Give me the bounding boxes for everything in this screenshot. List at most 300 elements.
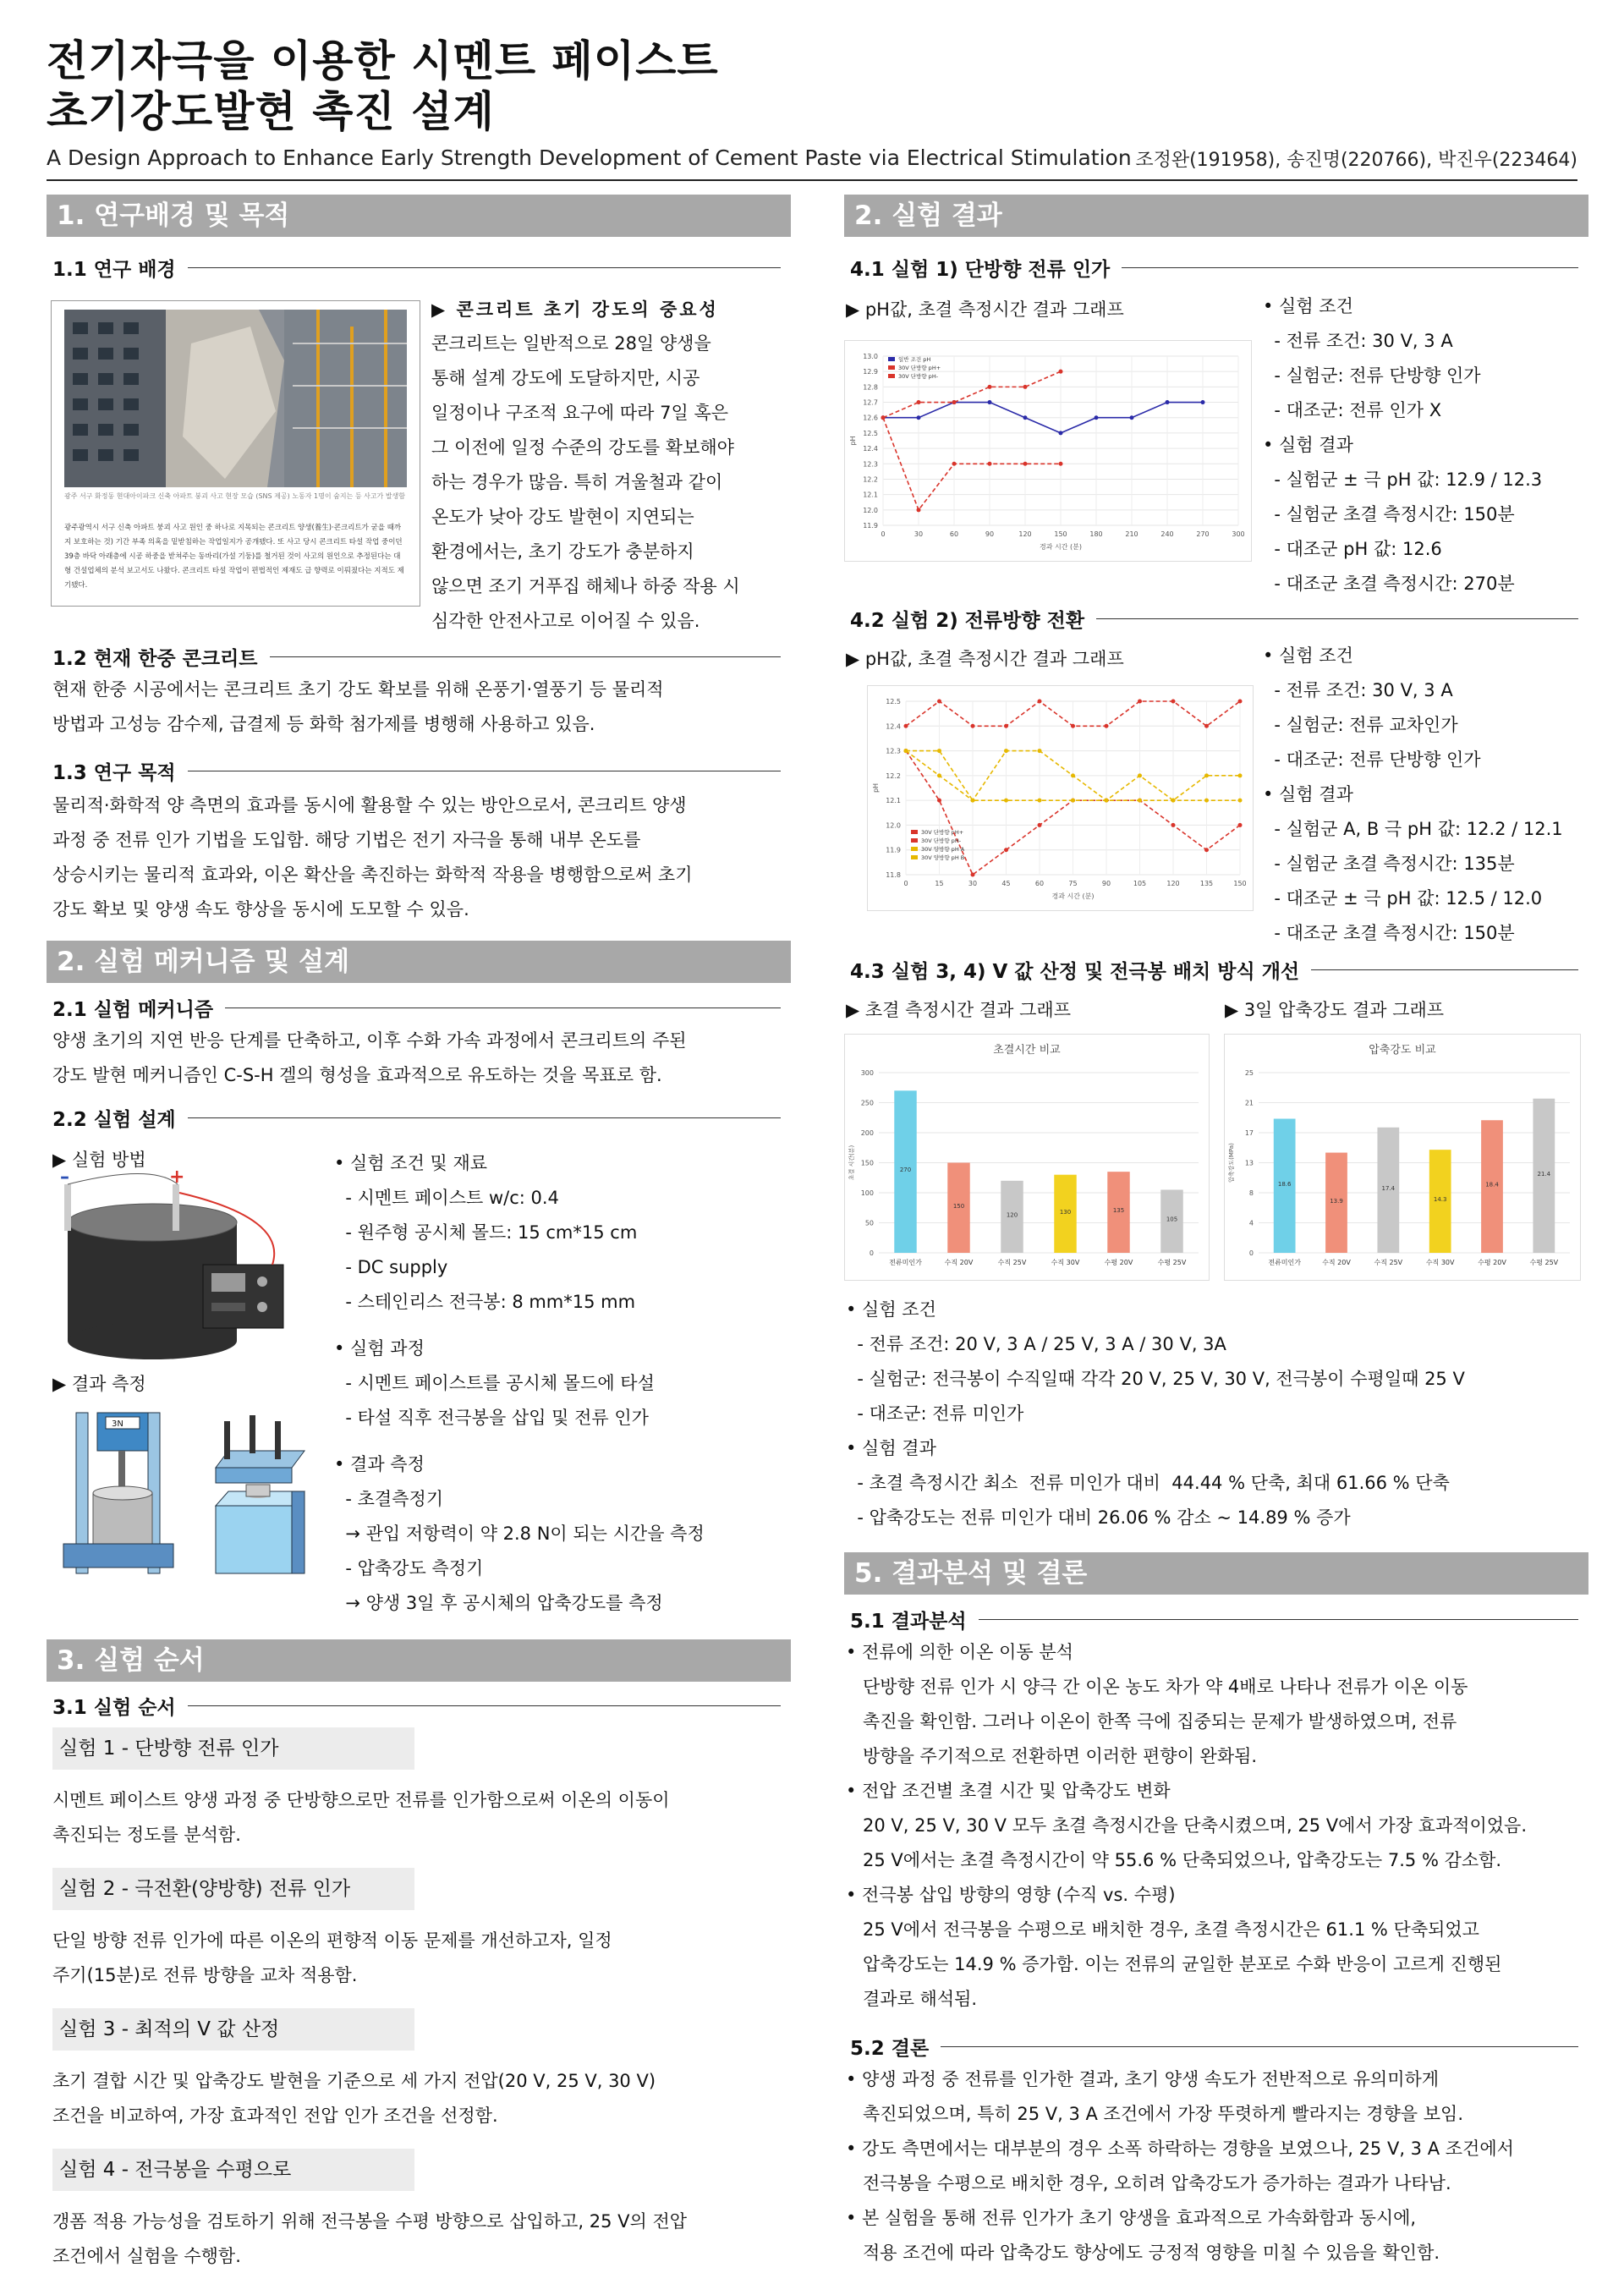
- y-tick-label: 12.9: [863, 368, 878, 376]
- data-point: [1023, 462, 1028, 466]
- y-tick-label: 200: [860, 1129, 874, 1137]
- subsection-3-1: [52, 1692, 781, 1720]
- bullet-line: - 전류 조건: 20 V, 3 A / 25 V, 3 A / 30 V, 3A: [846, 1334, 1226, 1354]
- data-point: [1171, 700, 1176, 704]
- data-point: [1038, 799, 1042, 803]
- x-tick-label: 수직 25V: [997, 1259, 1027, 1266]
- x-tick-label: 수직 30V: [1425, 1259, 1455, 1266]
- bullet-line: • 전압 조건별 초결 시간 및 압축강도 변화: [846, 1781, 1171, 1801]
- data-point: [1071, 724, 1075, 728]
- graph-label-4-3b: ▶ 3일 압축강도 결과 그래프: [1225, 1000, 1445, 1020]
- bullet-line: - DC supply: [334, 1257, 448, 1277]
- bullet-line: - 대조군: 전류 미인가: [846, 1403, 1024, 1424]
- results-4-3: [846, 1293, 1577, 1535]
- y-tick-label: 12.1: [886, 797, 901, 805]
- bullet-line: - 초결측정기: [334, 1489, 444, 1509]
- bullet-line: - 대조군 ± 극 pH 값: 12.5 / 12.0: [1263, 888, 1543, 909]
- subsection-1-1-title: 1.1 연구 배경: [52, 259, 176, 281]
- text-line: 강도 확보 및 양생 속도 향상을 동시에 도모할 수 있음.: [52, 899, 469, 920]
- text-line: 주기(15분)로 전류 방향을 교차 적용함.: [52, 1965, 358, 1985]
- bar-value-label: 135: [1112, 1207, 1125, 1215]
- bullet-line: • 전류에 의한 이온 이동 분석: [846, 1642, 1073, 1662]
- y-tick-label: 12.5: [863, 429, 878, 437]
- y-tick-label: 12.4: [863, 445, 878, 453]
- text-line: 양생 초기의 지연 반응 단계를 단축하고, 이후 수화 가속 과정에서 콘크리트의 주된: [52, 1030, 687, 1051]
- y-tick-label: 0: [869, 1249, 874, 1257]
- subsection-4-3-title: 4.3 실험 3, 4) V 값 산정 및 전극봉 배치 방식 개선: [850, 961, 1300, 983]
- collapse-photo: [64, 310, 407, 487]
- y-axis-label: 압축강도(MPa): [1228, 1143, 1235, 1183]
- poster-subtitle: A Design Approach to Enhance Early Strength Development of Cement Paste via Electrical Stimulation: [47, 145, 1132, 170]
- data-point: [917, 400, 921, 404]
- x-axis-label: 경과 시간 (분): [1051, 892, 1095, 900]
- x-tick-label: 전류미인가: [889, 1259, 922, 1266]
- data-point: [1238, 799, 1243, 803]
- data-point: [1059, 370, 1063, 374]
- data-point: [937, 749, 941, 753]
- bar-value-label: 18.6: [1277, 1180, 1292, 1188]
- data-point: [1138, 799, 1142, 803]
- subsection-5-2-title: 5.2 결론: [850, 2038, 930, 2060]
- legend-swatch: [911, 830, 918, 834]
- data-point: [917, 508, 921, 512]
- bullet-line: • 실험 결과: [1263, 784, 1353, 804]
- section-2-mechanism-bar: 2. 실험 메커니즘 및 설계: [47, 941, 791, 983]
- data-point: [1171, 823, 1176, 827]
- step-description: [52, 2204, 781, 2274]
- text-line: 그 이전에 일정 수준의 강도를 확보해야: [431, 437, 734, 458]
- electrode-right: [173, 1184, 179, 1231]
- y-tick-label: 12.8: [863, 383, 878, 392]
- subsection-2-1: [52, 994, 781, 1022]
- subsection-1-2: [52, 643, 781, 671]
- x-tick-label: 수평 20V: [1478, 1259, 1506, 1266]
- bullet-line: - 대조군 초결 측정시간: 270분: [1263, 574, 1515, 594]
- data-point: [1071, 773, 1075, 777]
- data-point: [1130, 415, 1134, 420]
- legend-swatch: [888, 365, 895, 370]
- bullet-line: - 실험군 초결 측정시간: 135분: [1263, 854, 1515, 874]
- subsection-2-1-text: [52, 1024, 781, 1093]
- legend-swatch: [888, 357, 895, 361]
- step-title: 실험 4 - 전극봉을 수평으로: [52, 2149, 414, 2191]
- legend-swatch: [911, 847, 918, 851]
- bullet-line: • 실험 조건: [1263, 296, 1353, 316]
- measure-label: ▶ 결과 측정: [52, 1374, 146, 1394]
- y-tick-label: 100: [860, 1189, 874, 1197]
- bar-value-label: 150: [952, 1202, 965, 1210]
- text-line: 조건을 비교하여, 가장 효과적인 전압 인가 조건을 선정함.: [52, 2106, 498, 2126]
- bullet-line: 25 V에서는 초결 측정시간이 약 55.6 % 단축되었으나, 압축강도는 7.5 % 감소함.: [846, 1850, 1502, 1870]
- step-description: [52, 1783, 781, 1853]
- data-point: [952, 400, 957, 404]
- results-4-2: [1263, 639, 1576, 951]
- y-tick-label: 12.0: [863, 506, 878, 514]
- data-point: [1138, 773, 1142, 777]
- bullet-line: - 시멘트 페이스트를 공시체 몰드에 타설: [334, 1373, 655, 1393]
- data-point: [937, 773, 941, 777]
- x-tick-label: 120: [1166, 880, 1180, 887]
- header-divider: [47, 179, 1577, 181]
- legend-swatch: [911, 838, 918, 843]
- data-point: [1204, 724, 1209, 728]
- data-point: [1201, 400, 1205, 404]
- data-point: [1238, 773, 1243, 777]
- step-description: [52, 1924, 781, 1993]
- legend-swatch: [888, 374, 895, 378]
- bullet-line: 방향을 주기적으로 전환하면 이러한 편향이 완화됨.: [846, 1746, 1258, 1766]
- data-point: [1004, 724, 1008, 728]
- text-line: 강도 발현 메커니즘인 C-S-H 겔의 형성을 효과적으로 유도하는 것을 목표로 함.: [52, 1065, 662, 1085]
- subsection-4-3: [850, 956, 1578, 984]
- subsection-1-3: [52, 757, 781, 785]
- x-tick-label: 수직 20V: [1322, 1259, 1351, 1266]
- text-line: 갱폼 적용 가능성을 검토하기 위해 전극봉을 수평 방향으로 삽입하고, 25 V의 전압: [52, 2211, 688, 2232]
- graph-label-4-1: ▶ pH값, 초결 측정시간 결과 그래프: [846, 299, 1124, 320]
- bullet-line: - 전류 조건: 30 V, 3 A: [1263, 680, 1453, 700]
- x-tick-label: 15: [935, 880, 944, 887]
- data-point: [1166, 400, 1170, 404]
- bullet-line: - 초결 측정시간 최소 전류 미인가 대비 44.44 % 단축, 최대 61.66 % 단축: [846, 1473, 1450, 1493]
- bar-value-label: 13.9: [1330, 1197, 1343, 1205]
- legend-label: 30V 양방향 pH A: [921, 846, 965, 853]
- x-tick-label: 0: [903, 880, 908, 887]
- bullet-line: 전극봉을 수평으로 배치한 경우, 오히려 압축강도가 증가하는 결과가 나타남.: [846, 2173, 1451, 2193]
- x-tick-label: 150: [1054, 530, 1067, 538]
- importance-heading: ▶ 콘크리트 초기 강도의 중요성: [431, 299, 719, 320]
- y-tick-label: 25: [1244, 1069, 1254, 1077]
- title-line-1: 전기자극을 이용한 시멘트 페이스트: [47, 36, 719, 85]
- y-tick-label: 13: [1244, 1159, 1254, 1167]
- bullet-line: 20 V, 25 V, 30 V 모두 초결 측정시간을 단축시켰으며, 25 V에서 가장 효과적이었음.: [846, 1815, 1528, 1836]
- y-tick-label: 12.1: [863, 491, 878, 499]
- x-tick-label: 수직 20V: [944, 1259, 974, 1266]
- y-tick-label: 12.6: [863, 414, 878, 422]
- subsection-1-2-text: [52, 673, 781, 742]
- x-tick-label: 300: [1232, 530, 1245, 538]
- data-point: [988, 462, 992, 466]
- section-5-bar: 5. 결과분석 및 결론: [844, 1552, 1588, 1595]
- design-details: [334, 1146, 774, 1621]
- data-point: [904, 724, 908, 728]
- bar-value-label: 270: [899, 1167, 912, 1174]
- data-point: [1204, 773, 1209, 777]
- bullet-line: • 강도 측면에서는 대부분의 경우 소폭 하락하는 경향을 보였으나, 25 V, 3 A 조건에서: [846, 2139, 1514, 2159]
- results-4-1: [1263, 289, 1576, 601]
- photo-article-text: 광주광역시 서구 신축 아파트 붕괴 사고 원인 중 하나로 지목되는 콘크리트 양생(養生)·콘크리트가 굳을 때까지 보호하는 것) 기간 부족 의혹을 밑받침하는 작업일지가 공개됐다. 또 사고 당시 콘크리트 타설 작업 중이던 39층 바닥 아래층에 시공 하중을 받쳐주는 동바리(가설 기둥)를 철거된 것이 사고의 원인으로 추정된다는 대형 건설업체의 분석 보고서도 나왔다. 콘크리트 타설 작업이 편법적인 제재도 급 향력로 이뤄졌다는 지적도 제기됐다.: [64, 524, 404, 590]
- legend-label: 30V 단방향 pH-: [921, 837, 962, 844]
- data-point: [1204, 799, 1209, 803]
- method-label: ▶ 실험 방법: [52, 1150, 146, 1170]
- data-point: [1004, 848, 1008, 852]
- bullet-line: 결과로 해석됨.: [846, 1989, 978, 2009]
- experiment-steps: [52, 1727, 781, 2274]
- legend-label: 일반 조건 pH: [898, 356, 931, 363]
- y-tick-label: 11.9: [886, 846, 901, 854]
- bullet-line: [334, 1320, 774, 1331]
- news-photo-box: [51, 300, 420, 607]
- text-line: 하는 경우가 많음. 특히 겨울철과 같이: [431, 472, 723, 492]
- legend-swatch: [911, 855, 918, 859]
- x-tick-label: 120: [1018, 530, 1032, 538]
- subsection-1-3-title: 1.3 연구 목적: [52, 762, 176, 784]
- bullet-line: • 실험 조건: [846, 1299, 936, 1320]
- x-tick-label: 240: [1160, 530, 1174, 538]
- x-tick-label: 수직 30V: [1051, 1259, 1080, 1266]
- bullet-line: 촉진을 확인함. 그러나 이온이 한쪽 극에 집중되는 문제가 발생하였으며, 전류: [846, 1711, 1457, 1732]
- y-tick-label: 4: [1248, 1219, 1254, 1227]
- data-point: [1171, 799, 1176, 803]
- bullet-line: - 압축강도 측정기: [334, 1558, 484, 1578]
- subsection-5-1-title: 5.1 결과분석: [850, 1611, 967, 1633]
- bullet-line: - 대조군 초결 측정시간: 150분: [1263, 923, 1515, 943]
- y-tick-label: 50: [864, 1219, 874, 1227]
- legend-label: 30V 양방향 pH B: [921, 854, 965, 861]
- poster-title: [47, 36, 719, 137]
- text-line: 단일 방향 전류 인가에 따른 이온의 편향적 이동 문제를 개선하고자, 일정: [52, 1930, 612, 1951]
- bullet-line: - 스테인리스 전극봉: 8 mm*15 mm: [334, 1292, 636, 1312]
- y-tick-label: 12.5: [886, 698, 901, 706]
- bar-value-label: 105: [1166, 1216, 1178, 1223]
- subsection-2-2: [52, 1104, 781, 1132]
- y-axis-label: 초결 시간(분): [848, 1145, 855, 1181]
- bullet-line: • 실험 과정: [334, 1338, 425, 1359]
- x-tick-label: 75: [1068, 880, 1078, 887]
- y-tick-label: 12.4: [886, 722, 901, 731]
- subsection-1-1: [52, 254, 781, 282]
- y-tick-label: 12.3: [886, 747, 901, 755]
- data-point: [952, 462, 957, 466]
- text-line: 통해 설계 강도에 도달하지만, 시공: [431, 368, 700, 388]
- chart-title: 초결시간 비교: [993, 1044, 1061, 1057]
- step-title: 실험 1 - 단방향 전류 인가: [52, 1727, 414, 1770]
- data-point: [1138, 700, 1142, 704]
- text-line: 현재 한중 시공에서는 콘크리트 초기 강도 확보를 위해 온풍기·열풍기 등 물리적: [52, 679, 664, 700]
- text-line: 촉진되는 정도를 분석함.: [52, 1825, 241, 1845]
- data-point: [988, 400, 992, 404]
- data-point: [971, 873, 975, 877]
- subsection-2-2-title: 2.2 실험 설계: [52, 1109, 176, 1131]
- legend-label: 30V 단방향 pH-: [898, 373, 939, 380]
- bullet-line: 단방향 전류 인가 시 양극 간 이온 농도 차가 약 4배로 나타나 전류가 이온 이동: [846, 1677, 1468, 1697]
- data-point: [1038, 823, 1042, 827]
- text-line: 환경에서는, 초기 강도가 충분하지: [431, 541, 694, 562]
- x-tick-label: 105: [1133, 880, 1147, 887]
- measurement-illustration: [59, 1400, 313, 1586]
- data-point: [1238, 700, 1243, 704]
- y-tick-label: 12.7: [863, 398, 878, 407]
- gauge-label: 3N: [112, 1419, 123, 1429]
- electrode-left: [64, 1184, 71, 1231]
- y-tick-label: 300: [860, 1069, 874, 1077]
- bullet-line: → 관입 저항력이 약 2.8 N이 되는 시간을 측정: [334, 1524, 705, 1544]
- bullet-line: - 대조군: 전류 인가 X: [1263, 400, 1442, 420]
- text-line: 심각한 안전사고로 이어질 수 있음.: [431, 611, 700, 631]
- bullet-line: • 실험 조건 및 재료: [334, 1153, 488, 1173]
- bullet-line: - 실험군: 전류 교차인가: [1263, 715, 1458, 735]
- bar-value-label: 17.4: [1381, 1184, 1396, 1192]
- x-tick-label: 135: [1199, 880, 1214, 887]
- x-tick-label: 60: [949, 530, 959, 538]
- x-tick-label: 수평 25V: [1157, 1259, 1187, 1266]
- subsection-1-2-title: 1.2 현재 한중 콘크리트: [52, 648, 258, 670]
- x-tick-label: 수평 20V: [1104, 1259, 1133, 1266]
- text-line: 시멘트 페이스트 양생 과정 중 단방향으로만 전류를 인가함으로써 이온의 이동이: [52, 1790, 670, 1810]
- x-tick-label: 180: [1089, 530, 1103, 538]
- text-line: 콘크리트는 일반적으로 28일 양생을: [431, 333, 711, 354]
- bullet-line: • 실험 결과: [846, 1438, 936, 1458]
- y-tick-label: 12.0: [886, 821, 901, 830]
- bullet-line: 25 V에서 전극봉을 수평으로 배치한 경우, 초결 측정시간은 61.1 % 단축되었고: [846, 1919, 1479, 1940]
- y-tick-label: 8: [1248, 1189, 1254, 1197]
- bullet-line: - 전류 조건: 30 V, 3 A: [1263, 331, 1453, 351]
- data-point: [1004, 749, 1008, 753]
- bullet-line: - 압축강도는 전류 미인가 대비 26.06 % 감소 ~ 14.89 % 증가: [846, 1507, 1351, 1528]
- setting-tester-icon: [63, 1413, 173, 1573]
- x-tick-label: 270: [1196, 530, 1210, 538]
- text-line: 않으면 조기 거푸집 해체나 하중 작용 시: [431, 576, 740, 596]
- bullet-line: - 실험군 초결 측정시간: 150분: [1263, 504, 1515, 524]
- subsection-1-3-text: [52, 788, 781, 927]
- data-point: [904, 749, 908, 753]
- compressive-strength-bar-chart: [1224, 1034, 1581, 1281]
- subsection-4-2: [850, 605, 1578, 633]
- bullet-line: 적용 조건에 따라 압축강도 향상에도 긍정적 영향을 미칠 수 있음을 확인함.: [846, 2243, 1440, 2263]
- section-1-bar: 1. 연구배경 및 목적: [47, 195, 791, 237]
- bullet-line: → 양생 3일 후 공시체의 압축강도를 측정: [334, 1593, 663, 1613]
- data-point: [1105, 799, 1109, 803]
- bullet-line: • 실험 결과: [1263, 435, 1353, 455]
- data-point: [1071, 799, 1075, 803]
- title-line-2: 초기강도발현 촉진 설계: [47, 87, 495, 136]
- legend-label: 30V 단방향 pH+: [921, 829, 964, 836]
- text-line: 방법과 고성능 감수제, 급결제 등 화학 첨가제를 병행해 사용하고 있음.: [52, 714, 595, 734]
- subsection-5-2: [850, 2033, 1578, 2061]
- bullet-line: - 대조군 pH 값: 12.6: [1263, 539, 1442, 559]
- subsection-5-1: [850, 1606, 1578, 1633]
- data-point: [1095, 415, 1099, 420]
- data-point: [1059, 462, 1063, 466]
- x-axis-label: 경과 시간 (분): [1040, 543, 1082, 551]
- text-line: 물리적·화학적 양 측면의 효과를 동시에 활용할 수 있는 방안으로서, 콘크리트 양생: [52, 795, 687, 815]
- x-tick-label: 90: [985, 530, 995, 538]
- data-point: [1238, 823, 1243, 827]
- x-tick-label: 45: [1001, 880, 1011, 887]
- text-line: 초기 결합 시간 및 압축강도 발현을 기준으로 세 가지 전압(20 V, 25 V, 30 V): [52, 2071, 656, 2091]
- bullet-line: - 대조군: 전류 단방향 인가: [1263, 749, 1481, 770]
- text-line: 조건에서 실험을 수행함.: [52, 2246, 241, 2266]
- data-point: [1023, 385, 1028, 389]
- y-tick-label: 11.8: [886, 871, 901, 879]
- x-tick-label: 150: [1233, 880, 1247, 887]
- bar-value-label: 130: [1059, 1208, 1072, 1216]
- data-point: [1059, 431, 1063, 435]
- bullet-line: • 양생 과정 중 전류를 인가한 결과, 초기 양생 속도가 전반적으로 유의미하게: [846, 2069, 1440, 2089]
- bar-value-label: 21.4: [1537, 1170, 1551, 1178]
- ph-chart-2: [867, 685, 1254, 911]
- bullet-line: • 전극봉 삽입 방향의 영향 (수직 vs. 수평): [846, 1885, 1176, 1905]
- data-point: [1023, 415, 1028, 420]
- step-title: 실험 2 - 극전환(양방향) 전류 인가: [52, 1868, 414, 1910]
- bullet-line: • 실험 조건: [1263, 645, 1353, 666]
- data-point: [971, 724, 975, 728]
- bar-value-label: 120: [1006, 1211, 1018, 1219]
- y-tick-label: 150: [860, 1159, 874, 1167]
- bullet-line: - 원주형 공시체 몰드: 15 cm*15 cm: [334, 1222, 638, 1243]
- bullet-line: • 결과 측정: [334, 1454, 425, 1474]
- section-2-results-bar: 2. 실험 결과: [844, 195, 1588, 237]
- x-tick-label: 수직 25V: [1374, 1259, 1403, 1266]
- bullet-line: 촉진되었으며, 특히 25 V, 3 A 조건에서 가장 뚜렷하게 빨라지는 경향을 보임.: [846, 2104, 1464, 2124]
- y-tick-label: 0: [1248, 1249, 1254, 1257]
- step-description: [52, 2064, 781, 2133]
- data-point: [988, 385, 992, 389]
- subsection-4-2-title: 4.2 실험 2) 전류방향 전환: [850, 610, 1085, 632]
- subsection-4-1: [850, 254, 1578, 282]
- y-tick-label: 21: [1244, 1099, 1254, 1107]
- section-3-bar: 3. 실험 순서: [47, 1639, 791, 1682]
- data-point: [1004, 799, 1008, 803]
- subsection-2-1-title: 2.1 실험 메커니즘: [52, 999, 214, 1021]
- setup-illustration: [51, 1167, 304, 1362]
- y-tick-label: 13.0: [863, 353, 878, 360]
- y-tick-label: 11.9: [863, 522, 878, 530]
- svg-text:+: +: [169, 1167, 185, 1188]
- bar-value-label: 14.3: [1433, 1196, 1447, 1204]
- text-line: 과정 중 전류 인가 기법을 도입함. 해당 기법은 전기 자극을 통해 내부 온도를: [52, 830, 641, 850]
- data-point: [1038, 700, 1042, 704]
- poster-authors: 조정완(191958), 송진명(220766), 박진우(223464): [1135, 150, 1577, 171]
- y-tick-label: 17: [1244, 1129, 1254, 1137]
- x-tick-label: 60: [1034, 880, 1045, 887]
- bullet-line: - 실험군 ± 극 pH 값: 12.9 / 12.3: [1263, 469, 1543, 490]
- data-point: [917, 415, 921, 420]
- bullet-line: [334, 1436, 774, 1447]
- x-tick-label: 수평 25V: [1529, 1259, 1559, 1266]
- photo-caption: 광주 서구 화정동 현대아이파크 신축 아파트 붕괴 사고 현장 모습 (SNS 제공) 노동자 1명이 숨지는 등 사고가 발생함: [64, 492, 406, 500]
- bullet-line: 압축강도는 14.9 % 증가함. 이는 전류의 균일한 분포로 수화 반응이 고르게 진행된: [846, 1954, 1502, 1974]
- chart-title: 압축강도 비교: [1369, 1044, 1436, 1057]
- data-point: [881, 415, 886, 420]
- x-tick-label: 30: [968, 880, 978, 887]
- x-tick-label: 전류미인가: [1268, 1259, 1301, 1266]
- setting-time-bar-chart: [844, 1034, 1210, 1281]
- data-point: [1038, 749, 1042, 753]
- y-axis-label: pH: [872, 782, 880, 793]
- ph-chart-1: [844, 340, 1252, 562]
- data-point: [1105, 724, 1109, 728]
- subsection-3-1-title: 3.1 실험 순서: [52, 1697, 176, 1719]
- y-tick-label: 12.2: [863, 475, 878, 484]
- bar-value-label: 18.4: [1485, 1181, 1499, 1189]
- data-point: [971, 799, 975, 803]
- x-tick-label: 30: [914, 530, 924, 538]
- data-point: [1204, 848, 1209, 852]
- subsection-4-1-title: 4.1 실험 1) 단방향 전류 인가: [850, 259, 1111, 281]
- conclusion-text: [846, 2062, 1577, 2270]
- bullet-line: - 실험군: 전류 단방향 인가: [1263, 365, 1481, 386]
- y-tick-label: 250: [860, 1099, 874, 1107]
- y-tick-label: 12.3: [863, 460, 878, 469]
- x-tick-label: 210: [1125, 530, 1138, 538]
- bullet-line: - 시멘트 페이스트 w/c: 0.4: [334, 1188, 559, 1208]
- data-point: [937, 700, 941, 704]
- y-axis-label: pH: [849, 436, 857, 446]
- x-tick-label: 0: [881, 530, 886, 538]
- bullet-line: • 본 실험을 통해 전류 인가가 초기 양생을 효과적으로 가속화함과 동시에,: [846, 2208, 1417, 2228]
- text-line: 상승시키는 물리적 효과와, 이온 확산을 촉진하는 화학적 작용을 병행함으로써 초기: [52, 865, 693, 885]
- text-line: 일정이나 구조적 요구에 따라 7일 혹은: [431, 403, 729, 423]
